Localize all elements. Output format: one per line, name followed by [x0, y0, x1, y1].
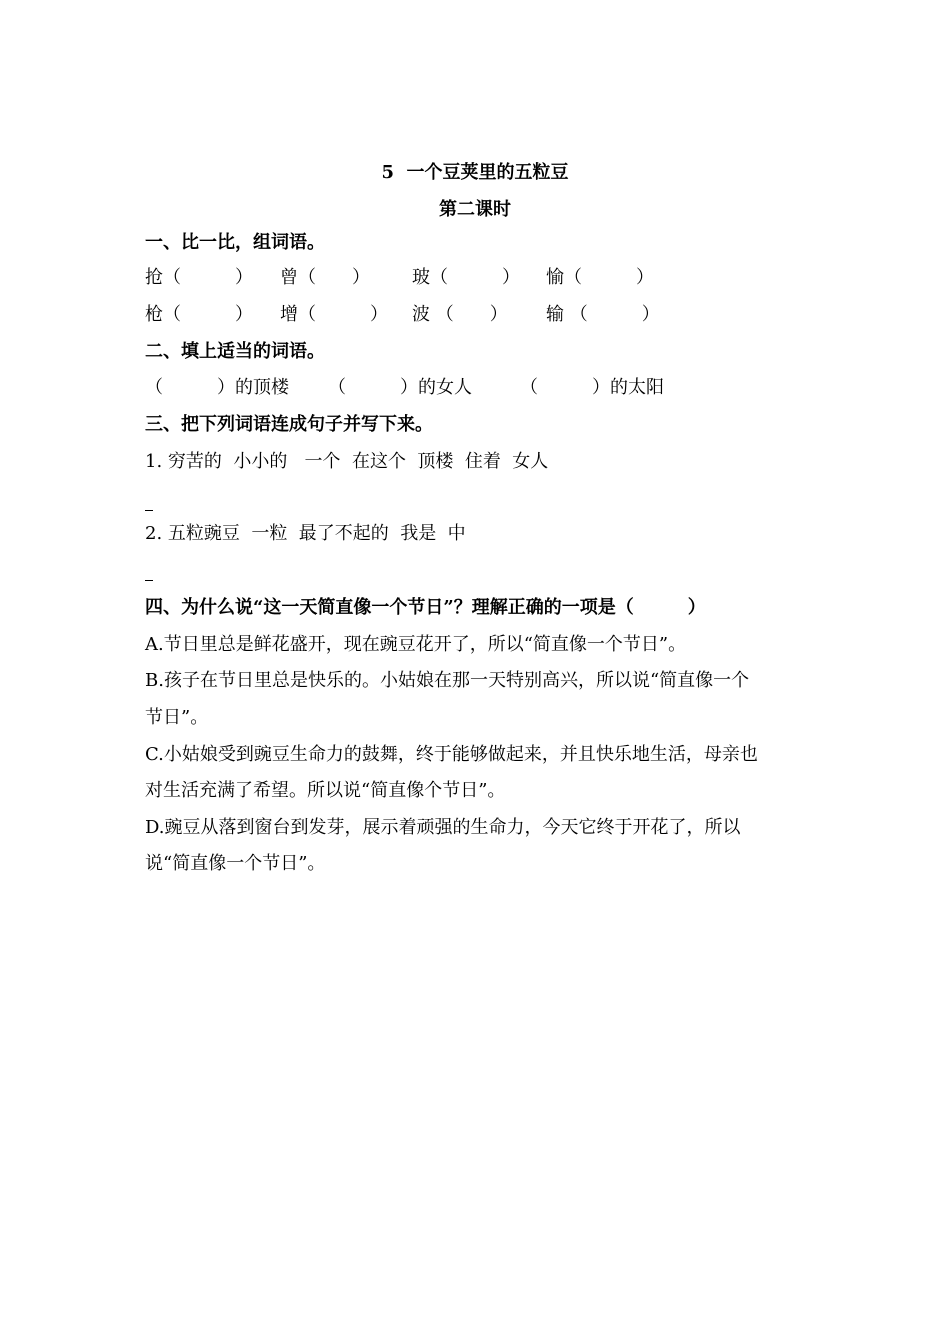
- option-c-continued: 对生活充满了希望。所以说“简直像个节日”。: [145, 780, 506, 801]
- word-cell: 抢（ ）: [145, 267, 253, 288]
- option-d: D.豌豆从落到窗台到发芽，展示着顽强的生命力，今天它终于开花了，所以: [145, 817, 741, 838]
- lesson-title: 5 一个豆荚里的五粒豆: [381, 162, 569, 183]
- option-b-continued: 节日”。: [145, 707, 209, 728]
- fill-item: （ ）的太阳: [520, 377, 664, 398]
- word-cell: 枪（ ）: [145, 304, 253, 325]
- lesson-subtitle: 第二课时: [439, 199, 511, 220]
- word-cell: 愉（ ）: [546, 267, 654, 288]
- word-cell: 曾（ ）: [280, 267, 370, 288]
- word-cell: 输 （ ）: [546, 304, 660, 325]
- word-cell: 玻（ ）: [412, 267, 520, 288]
- section2-heading: 二、填上适当的词语。: [145, 341, 325, 362]
- word-cell: 增（ ）: [280, 304, 388, 325]
- sentence-question-2: 2. 五粒豌豆 一粒 最了不起的 我是 中: [145, 523, 466, 544]
- option-c: C.小姑娘受到豌豆生命力的鼓舞，终于能够做起来，并且快乐地生活，母亲也: [145, 744, 758, 765]
- section4-heading: 四、为什么说“这一天简直像一个节日”？理解正确的一项是（ ）: [145, 597, 706, 618]
- answer-line: [145, 580, 153, 581]
- option-a: A.节日里总是鲜花盛开，现在豌豆花开了，所以“简直像一个节日”。: [145, 634, 687, 655]
- fill-item: （ ）的女人: [328, 377, 472, 398]
- option-b: B.孩子在节日里总是快乐的。小姑娘在那一天特别高兴，所以说“简直像一个: [145, 670, 750, 691]
- section1-heading: 一、比一比，组词语。: [145, 232, 325, 253]
- answer-line: [145, 510, 153, 511]
- section3-heading: 三、把下列词语连成句子并写下来。: [145, 414, 433, 435]
- option-d-continued: 说“简直像一个节日”。: [145, 853, 326, 874]
- word-cell: 波 （ ）: [412, 304, 508, 325]
- fill-item: （ ）的顶楼: [145, 377, 289, 398]
- sentence-question-1: 1. 穷苦的 小小的 一个 在这个 顶楼 住着 女人: [145, 451, 549, 472]
